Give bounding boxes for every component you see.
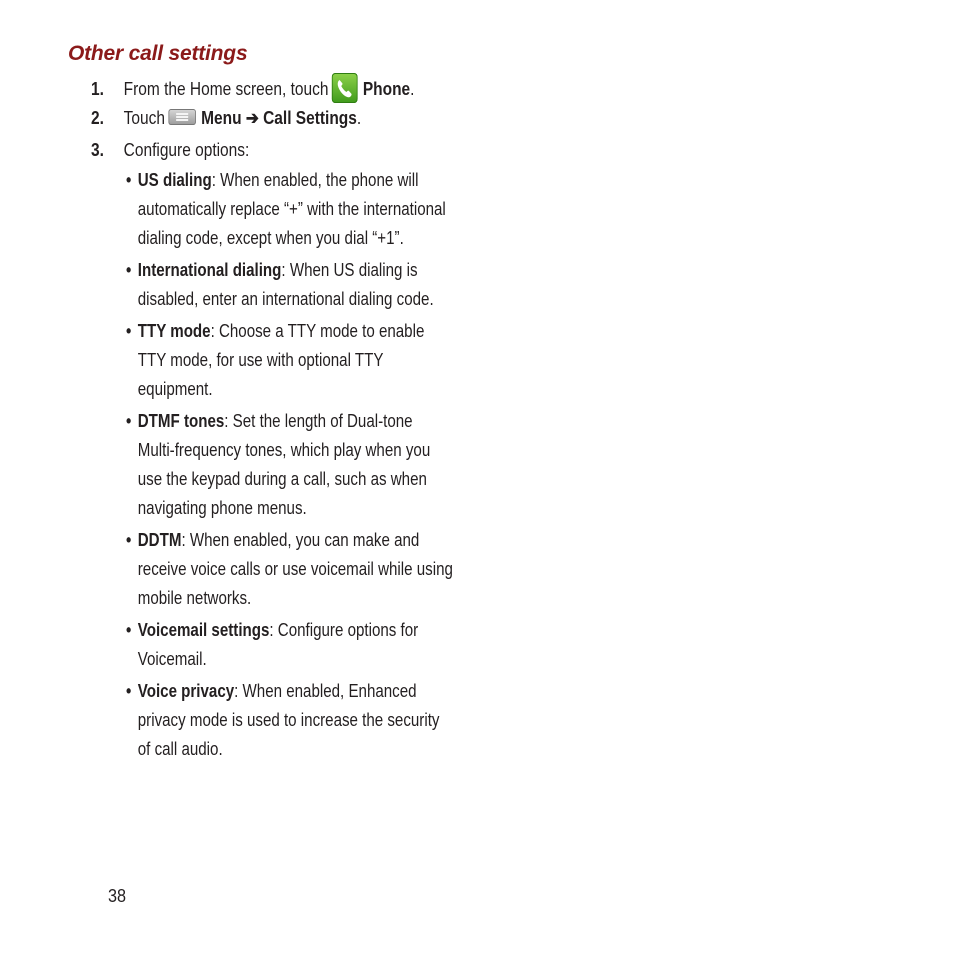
list-item <box>126 166 454 253</box>
bullet-dot: • <box>126 530 132 550</box>
step-number: 1. <box>91 78 104 99</box>
option-term: Voice privacy <box>137 681 235 701</box>
step-punct: . <box>356 108 362 128</box>
option-term: International dialing <box>137 260 282 280</box>
menu-key-icon <box>168 109 196 125</box>
option-term: DTMF tones <box>137 411 225 431</box>
option-term: DDTM <box>137 530 182 550</box>
option-term: Voicemail settings <box>137 620 270 640</box>
option-description: : Set the length of Dual-tone Multi-frequency tones, which play when you use the keypad during a call, such as when navigating phone menus. <box>137 411 431 518</box>
step-text: Configure options: <box>123 140 250 160</box>
option-term: TTY mode <box>137 321 211 341</box>
bullet-dot: • <box>126 170 132 190</box>
option-description: : When enabled, Enhanced privacy mode is used to increase the security of call audio. <box>137 681 440 759</box>
step-number: 3. <box>91 140 104 160</box>
option-description: : Choose a TTY mode to enable TTY mode, for use with optional TTY equipment. <box>137 321 425 399</box>
step-number: 2. <box>91 108 104 128</box>
option-term: US dialing <box>137 170 212 190</box>
step-3 <box>91 139 249 161</box>
step-1 <box>91 75 414 105</box>
step-punct: . <box>410 78 415 99</box>
bullet-dot: • <box>126 411 132 431</box>
options-list <box>126 166 516 767</box>
bullet-dot: • <box>126 260 132 280</box>
list-item <box>126 317 454 404</box>
step-text: Touch <box>123 108 166 128</box>
option-description: : When enabled, the phone will automatically replace “+” with the international dialing code, except when you dial “+1”. <box>137 170 446 248</box>
menu-path-label: Menu ➔ Call Settings <box>201 108 357 128</box>
bullet-dot: • <box>126 620 132 640</box>
phone-app-icon <box>332 73 358 103</box>
bullet-dot: • <box>126 681 132 701</box>
phone-label: Phone <box>362 78 411 99</box>
page-number: 38 <box>108 886 127 906</box>
list-item <box>126 526 454 613</box>
option-description: : Configure options for Voicemail. <box>137 620 419 669</box>
option-description: : When enabled, you can make and receive voice calls or use voicemail while using mobile networks. <box>137 530 453 608</box>
list-item <box>126 616 454 674</box>
step-2 <box>91 107 361 129</box>
step-text: From the Home screen, touch <box>123 78 329 99</box>
list-item <box>126 407 454 523</box>
list-item <box>126 256 454 314</box>
option-description: : When US dialing is disabled, enter an international dialing code. <box>137 260 434 309</box>
bullet-dot: • <box>126 321 132 341</box>
section-heading: Other call settings <box>68 42 248 65</box>
list-item <box>126 677 454 764</box>
